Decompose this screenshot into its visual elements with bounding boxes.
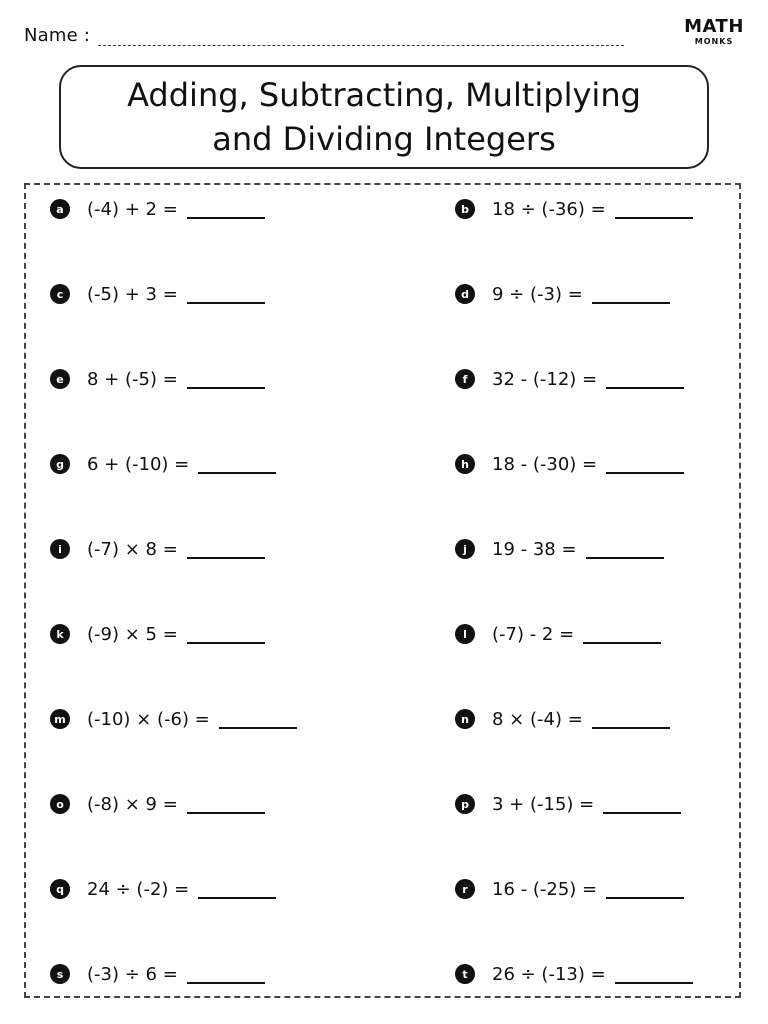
name-input-line[interactable] bbox=[98, 29, 624, 46]
answer-blank[interactable] bbox=[198, 454, 276, 474]
problem-letter-badge: j bbox=[455, 539, 475, 559]
title-line-1: Adding, Subtracting, Multiplying bbox=[127, 76, 641, 114]
problem-d bbox=[455, 279, 670, 309]
problem-letter-badge: k bbox=[50, 624, 70, 644]
problem-letter-badge: m bbox=[50, 709, 70, 729]
answer-blank[interactable] bbox=[187, 964, 265, 984]
name-field-row bbox=[24, 20, 624, 46]
logo-word-monks: MONKS bbox=[694, 37, 734, 46]
problem-s bbox=[50, 959, 265, 989]
problem-expression: (-10) × (-6) = bbox=[87, 708, 210, 730]
problem-letter-badge: p bbox=[455, 794, 475, 814]
problem-m bbox=[50, 704, 297, 734]
problem-j bbox=[455, 534, 664, 564]
problem-expression: (-8) × 9 = bbox=[87, 793, 178, 815]
problem-letter-badge: n bbox=[455, 709, 475, 729]
answer-blank[interactable] bbox=[606, 879, 684, 899]
answer-blank[interactable] bbox=[219, 709, 297, 729]
problem-letter-badge: l bbox=[455, 624, 475, 644]
answer-blank[interactable] bbox=[187, 284, 265, 304]
answer-blank[interactable] bbox=[187, 199, 265, 219]
problem-q bbox=[50, 874, 276, 904]
answer-blank[interactable] bbox=[187, 539, 265, 559]
answer-blank[interactable] bbox=[583, 624, 661, 644]
problem-expression: (-5) + 3 = bbox=[87, 283, 178, 305]
problem-letter-badge: s bbox=[50, 964, 70, 984]
title-line-2: and Dividing Integers bbox=[212, 120, 556, 158]
problem-letter-badge: t bbox=[455, 964, 475, 984]
problem-expression: (-9) × 5 = bbox=[87, 623, 178, 645]
problem-expression: (-7) - 2 = bbox=[492, 623, 575, 645]
problem-letter-badge: g bbox=[50, 454, 70, 474]
problem-expression: 9 ÷ (-3) = bbox=[492, 283, 583, 305]
problem-expression: 24 ÷ (-2) = bbox=[87, 878, 190, 900]
problem-letter-badge: f bbox=[455, 369, 475, 389]
answer-blank[interactable] bbox=[187, 369, 265, 389]
problem-expression: 8 + (-5) = bbox=[87, 368, 178, 390]
answer-blank[interactable] bbox=[592, 284, 670, 304]
problem-i bbox=[50, 534, 265, 564]
problem-expression: 18 ÷ (-36) = bbox=[492, 198, 606, 220]
problem-expression: (-3) ÷ 6 = bbox=[87, 963, 178, 985]
problem-expression: 32 - (-12) = bbox=[492, 368, 598, 390]
problem-letter-badge: a bbox=[50, 199, 70, 219]
logo-word-math: MATH bbox=[684, 16, 744, 37]
problem-k bbox=[50, 619, 265, 649]
answer-blank[interactable] bbox=[615, 964, 693, 984]
problem-expression: 8 × (-4) = bbox=[492, 708, 583, 730]
problem-letter-badge: b bbox=[455, 199, 475, 219]
answer-blank[interactable] bbox=[615, 199, 693, 219]
problem-letter-badge: i bbox=[50, 539, 70, 559]
problem-letter-badge: d bbox=[455, 284, 475, 304]
answer-blank[interactable] bbox=[592, 709, 670, 729]
problem-p bbox=[455, 789, 681, 819]
problem-n bbox=[455, 704, 670, 734]
problem-expression: 16 - (-25) = bbox=[492, 878, 598, 900]
problem-letter-badge: o bbox=[50, 794, 70, 814]
answer-blank[interactable] bbox=[198, 879, 276, 899]
problem-letter-badge: e bbox=[50, 369, 70, 389]
problem-letter-badge: q bbox=[50, 879, 70, 899]
answer-blank[interactable] bbox=[187, 794, 265, 814]
problem-r bbox=[455, 874, 684, 904]
problem-c bbox=[50, 279, 265, 309]
problem-h bbox=[455, 449, 684, 479]
problem-t bbox=[455, 959, 693, 989]
problem-expression: 26 ÷ (-13) = bbox=[492, 963, 606, 985]
problem-f bbox=[455, 364, 684, 394]
answer-blank[interactable] bbox=[187, 624, 265, 644]
answer-blank[interactable] bbox=[606, 454, 684, 474]
answer-blank[interactable] bbox=[606, 369, 684, 389]
name-label: Name : bbox=[24, 25, 91, 46]
problem-letter-badge: h bbox=[455, 454, 475, 474]
problem-expression: 3 + (-15) = bbox=[492, 793, 595, 815]
problem-e bbox=[50, 364, 265, 394]
problem-o bbox=[50, 789, 265, 819]
problem-expression: 18 - (-30) = bbox=[492, 453, 598, 475]
answer-blank[interactable] bbox=[586, 539, 664, 559]
problem-g bbox=[50, 449, 276, 479]
problem-expression: 6 + (-10) = bbox=[87, 453, 190, 475]
problem-expression: (-7) × 8 = bbox=[87, 538, 178, 560]
title-box bbox=[59, 65, 709, 169]
problem-b bbox=[455, 194, 693, 224]
problem-expression: 19 - 38 = bbox=[492, 538, 577, 560]
problem-letter-badge: r bbox=[455, 879, 475, 899]
math-monks-logo bbox=[684, 18, 744, 46]
problem-letter-badge: c bbox=[50, 284, 70, 304]
problem-a bbox=[50, 194, 265, 224]
problem-l bbox=[455, 619, 661, 649]
problem-expression: (-4) + 2 = bbox=[87, 198, 178, 220]
answer-blank[interactable] bbox=[603, 794, 681, 814]
